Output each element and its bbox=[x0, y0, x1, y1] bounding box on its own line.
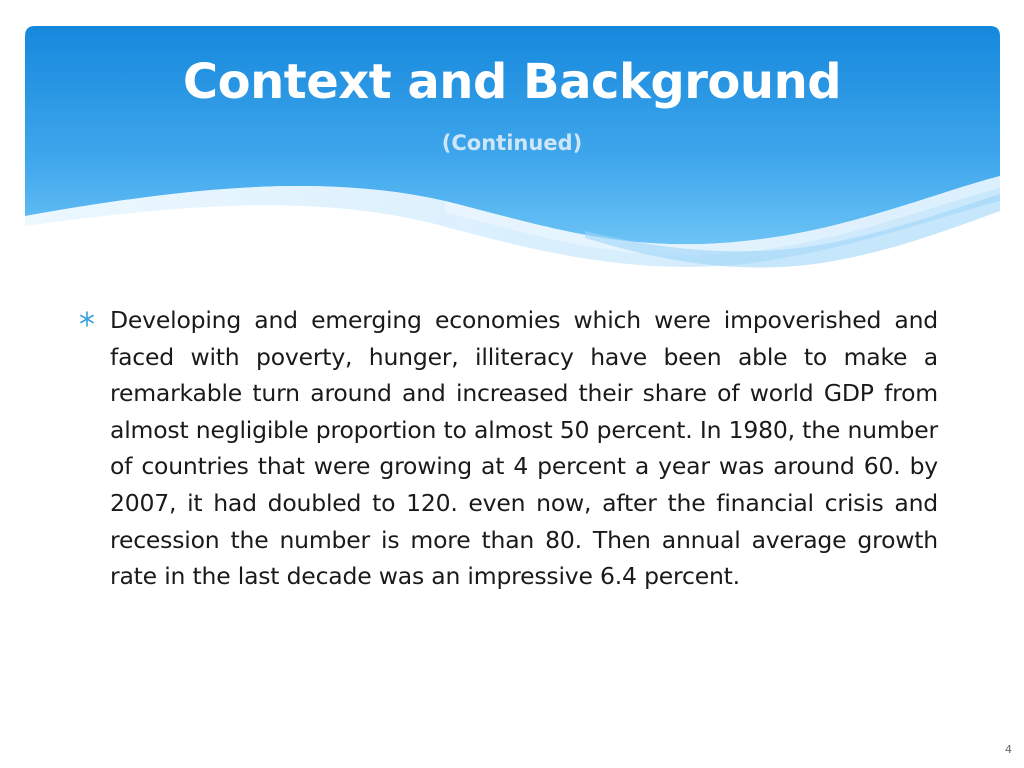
slide-title: Context and Background bbox=[182, 54, 842, 110]
bullet-text: Developing and emerging economies which were impoverished and faced with poverty, hunger, illiteracy have been able to make a remarkable turn around and increased their share of world GDP from almost negligible proportion to almost 50 percent. In 1980, the number of countries that were growing at 4 percent a year was around 60. by 2007, it had doubled to 120. even now, after the financial crisis and recession the number is more than 80. Then annual average growth rate in the last decade was an impressive 6.4 percent. bbox=[110, 306, 938, 591]
asterisk-bullet-icon bbox=[78, 310, 96, 328]
page-number: 4 bbox=[1005, 743, 1012, 756]
bullet-list bbox=[78, 302, 938, 595]
slide-subtitle: (Continued) bbox=[441, 131, 583, 155]
bullet-item bbox=[78, 302, 938, 595]
